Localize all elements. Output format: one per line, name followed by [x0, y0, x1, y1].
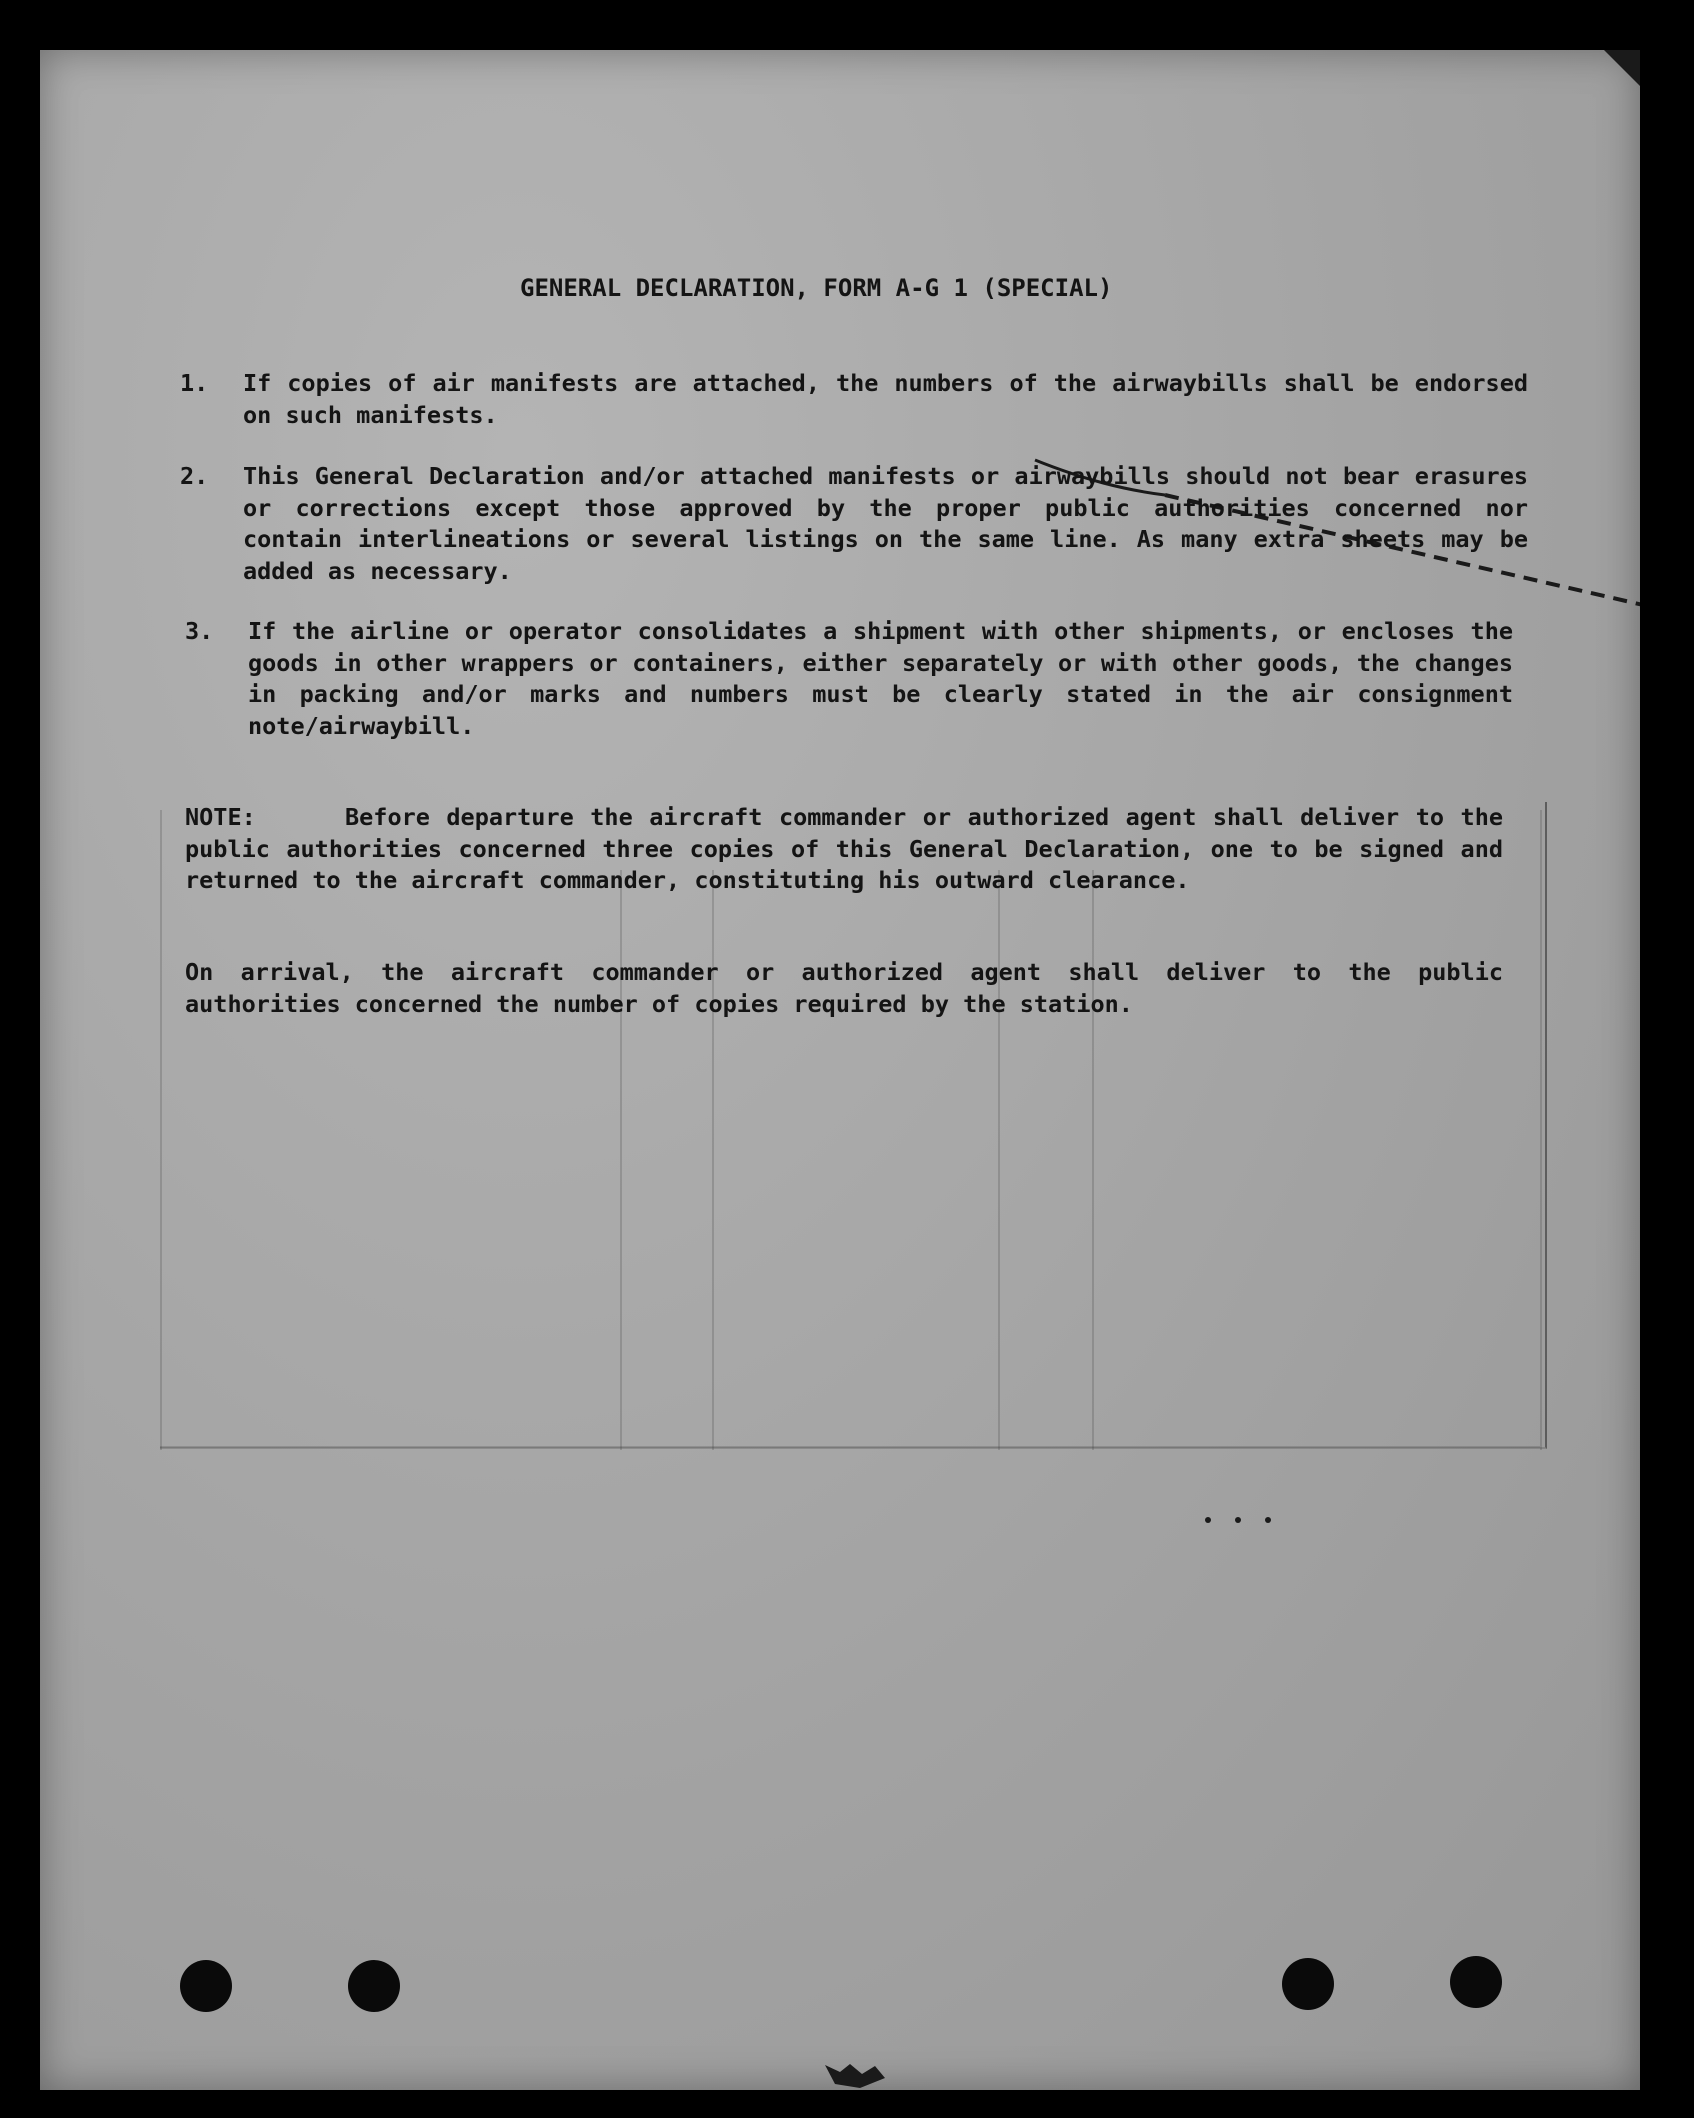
item-number: 1.	[180, 369, 209, 397]
punch-hole	[180, 1960, 232, 2012]
item-number: 3.	[185, 617, 214, 645]
arrival-paragraph: On arrival, the aircraft commander or authorized agent shall deliver to the public authorities concerned the number of copies required by the station.	[185, 958, 1503, 1018]
item-text: If the airline or operator consolidates a shipment with other shipments, or encloses the goods in other wrappers or containers, either separately or with other goods, the changes in packing and/or marks and numbers must be clearly stated in the air consignment note/airwaybill.	[248, 617, 1513, 740]
page-title: GENERAL DECLARATION, FORM A-G 1 (SPECIAL)	[520, 274, 1113, 302]
item-number: 2.	[180, 462, 209, 490]
punch-hole	[348, 1960, 400, 2012]
item-text: This General Declaration and/or attached manifests or airwaybills should not bear erasures or corrections except those approved by the proper public authorities concerned nor contain interlineations or several listings on the same line. As many extra sheets may be added as necessary.	[243, 462, 1528, 585]
page-corner-shadow	[1580, 50, 1640, 110]
punch-hole	[1282, 1958, 1334, 2010]
note-text: Before departure the aircraft commander or authorized agent shall deliver to the public authorities concerned three copies of this General Declaration, one to be signed and returned to the aircraft commander, constituting his outward clearance.	[185, 803, 1503, 894]
note-label: NOTE:	[185, 803, 256, 831]
stray-dots	[1200, 1515, 1280, 1525]
note-paragraph	[185, 802, 1503, 897]
punch-hole	[1450, 1956, 1502, 2008]
note-frame	[160, 802, 1547, 1449]
item-text: If copies of air manifests are attached, the numbers of the airwaybills shall be endorsed on such manifests.	[243, 369, 1528, 429]
document-page	[40, 50, 1640, 2090]
torn-edge-mark	[820, 2060, 890, 2090]
